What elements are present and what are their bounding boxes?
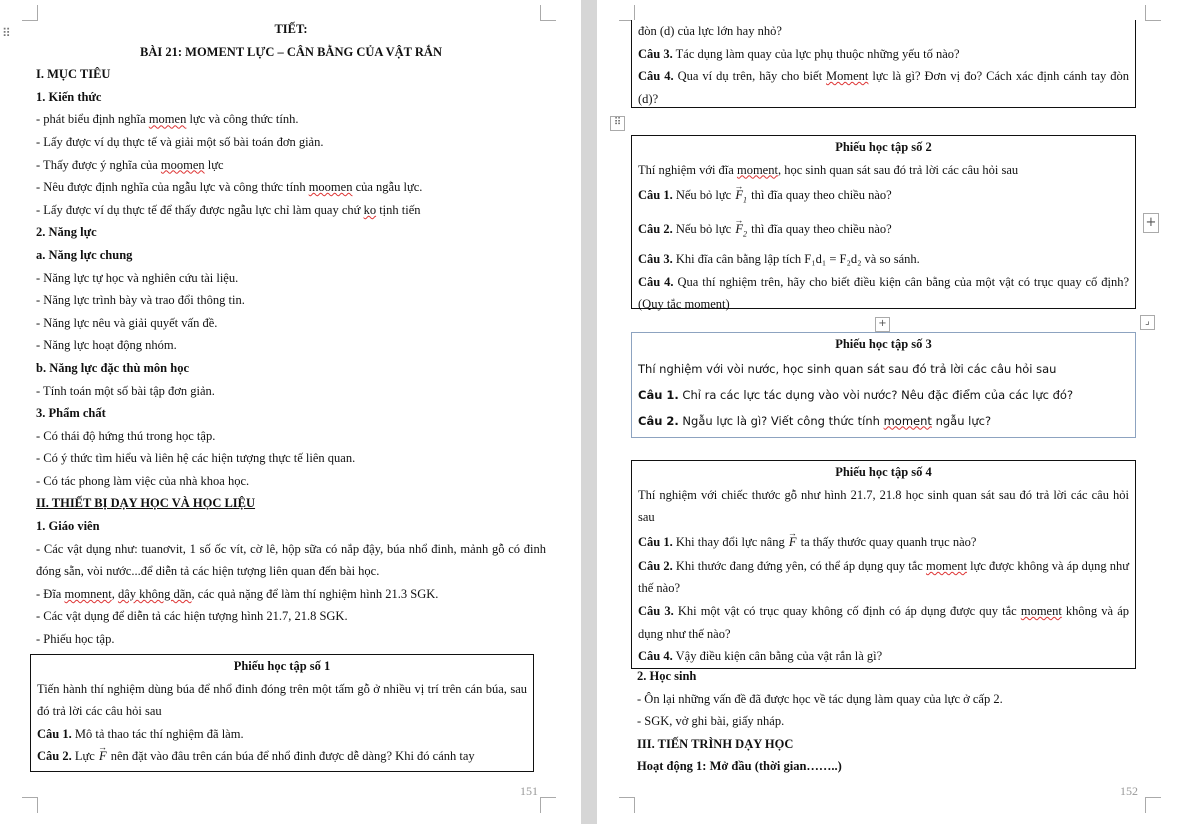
page-number: 152 (1120, 784, 1138, 798)
list-item: - Ôn lại những vấn đề đã được học về tác dụng làm quay của lực ở cấp 2. (637, 691, 1003, 706)
misspelled-word[interactable]: moomen (160, 157, 205, 172)
section-heading: III. TIẾN TRÌNH DẠY HỌC (637, 736, 794, 751)
force-vector: → $F_1$ (734, 181, 748, 215)
list-item: - Năng lực nêu và giải quyết vấn đề. (36, 315, 218, 330)
grammar-flag[interactable]: dây không dãn (117, 586, 192, 601)
worksheet-text: đòn (d) của lực lớn hay nhỏ? (638, 24, 782, 38)
question: Câu 2. Khi thước đang đứng yên, có thể áp dụng quy tắc moment lực được không và áp dụng như thế nào? (638, 558, 1130, 596)
list-item: - Đĩa momnent, dây không dãn, các quả nặng để làm thí nghiệm hình 21.3 SGK. (36, 586, 439, 601)
list-item: - Phiếu học tập. (36, 632, 115, 647)
table-resize-icon[interactable]: ⌟ (1140, 315, 1155, 330)
subsection-heading: 2. Năng lực (36, 225, 97, 240)
document-page-151 (0, 0, 581, 824)
question: Câu 1. Mô tả thao tác thí nghiệm đã làm. (37, 726, 244, 741)
list-item: - Tính toán một số bài tập đơn giản. (36, 383, 215, 398)
worksheet-intro: Thí nghiệm với đĩa moment, học sinh quan sát sau đó trả lời các câu hỏi sau (638, 162, 1019, 177)
force-vector: → F (98, 745, 108, 768)
list-item: - Các vật dụng như: tuanơvit, 1 số ốc vít, cờ lê, hộp sữa có nắp đậy, búa nhổ đinh, mảnh gỗ có đinh đóng sẵn, vòi nước...để diễn tả các hiện tượng liên quan đến bài học. (36, 541, 546, 579)
subsection-heading: 1. Giáo viên (36, 519, 100, 534)
worksheet-1 (30, 654, 534, 772)
worksheet-title: Phiếu học tập số 1 (233, 659, 331, 673)
misspelled-word[interactable]: ko (363, 202, 377, 217)
list-item: - Các vật dụng để diễn tả các hiện tượng hình 21.7, 21.8 SGK. (36, 609, 348, 624)
misspelled-word[interactable]: Moment (826, 69, 869, 84)
page-gutter (581, 0, 597, 824)
lesson-title: BÀI 21: MOMENT LỰC – CÂN BẰNG CỦA VẬT RẮN (140, 44, 442, 59)
list-item: - Năng lực tự học và nghiên cứu tài liệu. (36, 270, 239, 285)
list-item: - Có tác phong làm việc của nhà khoa học. (36, 473, 250, 488)
list-item: - Thấy được ý nghĩa của moomen lực (36, 157, 224, 172)
subsection-heading: a. Năng lực chung (36, 247, 133, 262)
misspelled-word[interactable]: momnent (64, 586, 112, 601)
add-column-icon[interactable]: + (1143, 213, 1159, 233)
crop-mark (540, 797, 556, 813)
subsection-heading: 3. Phẩm chất (36, 406, 106, 421)
list-item: - Lấy được ví dụ thực tế và giải một số bài toán đơn giản. (36, 134, 324, 149)
worksheet-title: Phiếu học tập số 3 (835, 337, 932, 351)
worksheet-title: Phiếu học tập số 2 (835, 140, 932, 154)
force-vector: → $F_2$ (734, 215, 748, 249)
list-item: - Năng lực hoạt động nhóm. (36, 338, 177, 353)
activity-heading: Hoạt động 1: Mở đầu (thời gian……..) (637, 759, 842, 774)
misspelled-word[interactable]: moment (1020, 603, 1062, 618)
crop-mark (1145, 797, 1161, 813)
add-row-icon[interactable]: + (875, 317, 890, 332)
table-move-handle[interactable]: ⠿ (2, 26, 11, 40)
question: Câu 4. Vậy điều kiện cân bằng của vật rắn là gì? (638, 649, 883, 664)
worksheet-intro: Tiến hành thí nghiệm dùng búa để nhổ đinh đóng trên một tấm gỗ ở nhiều vị trí trên cán búa, sau đó trả lời các câu hỏi sau (37, 681, 527, 719)
list-item: - Nêu được định nghĩa của ngẫu lực và công thức tính moomen của ngẫu lực. (36, 180, 423, 195)
question: Câu 1. Nếu bỏ lực → $F_1$ thì đĩa quay theo chiều nào? (638, 181, 1129, 215)
worksheet-3 (631, 332, 1136, 438)
section-heading: I. MỤC TIÊU (36, 67, 111, 82)
subsection-heading: 2. Học sinh (637, 669, 697, 683)
worksheet-2 (631, 135, 1136, 312)
misspelled-word[interactable]: moment (925, 558, 967, 573)
question: Câu 1. Chỉ ra các lực tác dụng vào vòi nước? Nêu đặc điểm của các lực đó? (638, 387, 1074, 402)
misspelled-word[interactable]: moomen (308, 180, 353, 195)
list-item: - phát biểu định nghĩa momen lực và công thức tính. (36, 112, 299, 127)
worksheet-intro: Thí nghiệm với vòi nước, học sinh quan sát sau đó trả lời các câu hỏi sau (638, 361, 1057, 376)
misspelled-word[interactable]: momen (148, 112, 187, 127)
question: Câu 3. Khi một vật có trục quay không cố định có áp dụng được quy tắc moment không và áp dụng như thế nào? (638, 603, 1129, 641)
crop-mark (22, 797, 38, 813)
question: Câu 1. Khi thay đổi lực nâng → F ta thấy thước quay quanh trục nào? (638, 529, 1129, 555)
worksheet-title: Phiếu học tập số 4 (835, 465, 932, 479)
question: Câu 2. Ngẫu lực là gì? Viết công thức tính moment ngẫu lực? (638, 413, 992, 428)
question: Câu 3. Khi đĩa cân bằng lập tích F₁d₁ = F₂d₂ và so sánh. (638, 252, 920, 267)
worksheet-4 (631, 460, 1136, 669)
list-item: - Có ý thức tìm hiểu và liên hệ các hiện tượng thực tế liên quan. (36, 451, 356, 466)
lesson-period: TIẾT: (274, 22, 308, 36)
section-heading: II. THIẾT BỊ DẠY HỌC VÀ HỌC LIỆU (36, 496, 256, 511)
page-number: 151 (520, 784, 538, 798)
worksheet-intro: Thí nghiệm với chiếc thước gỗ như hình 21.7, 21.8 học sinh quan sát sau đó trả lời các câu hỏi sau (638, 487, 1129, 525)
misspelled-word[interactable]: moment (883, 413, 932, 428)
worksheet-1-continued (631, 20, 1136, 108)
list-item: - Có thái độ hứng thú trong học tập. (36, 428, 216, 443)
document-page-152 (597, 0, 1180, 824)
subsection-heading: 1. Kiến thức (36, 89, 102, 104)
question: Câu 3. Tác dụng làm quay của lực phụ thuộc những yếu tố nào? (638, 46, 960, 61)
question: Câu 2. Nếu bỏ lực → $F_2$ thì đĩa quay theo chiều nào? (638, 215, 1129, 249)
subsection-heading: b. Năng lực đặc thù môn học (36, 360, 190, 375)
question: Câu 4. Qua thí nghiệm trên, hãy cho biết điều kiện cân bằng của một vật có trục quay cố định? (Quy tắc moment) (638, 274, 1130, 312)
crop-mark (619, 797, 635, 813)
list-item: - Lấy được ví dụ thực tế để thấy được ngẫu lực chỉ làm quay chứ ko tịnh tiến (36, 202, 421, 217)
misspelled-word[interactable]: moment (736, 162, 778, 177)
question: Câu 2. Lực → F nên đặt vào đâu trên cán búa để nhổ đinh được dễ dàng? Khi đó cánh tay (37, 745, 527, 768)
page-body (36, 18, 546, 651)
page-body-continued (637, 665, 1137, 778)
crop-mark (1145, 5, 1161, 21)
table-move-handle[interactable]: ⠿ (610, 116, 625, 131)
question: Câu 4. Qua ví dụ trên, hãy cho biết Moment lực là gì? Đơn vị đo? Cách xác định cánh tay đòn (d)? (638, 69, 1129, 106)
crop-mark (619, 5, 635, 21)
list-item: - Năng lực trình bày và trao đổi thông tin. (36, 293, 245, 308)
list-item: - SGK, vở ghi bài, giấy nháp. (637, 714, 785, 729)
force-vector: → F (788, 529, 798, 555)
